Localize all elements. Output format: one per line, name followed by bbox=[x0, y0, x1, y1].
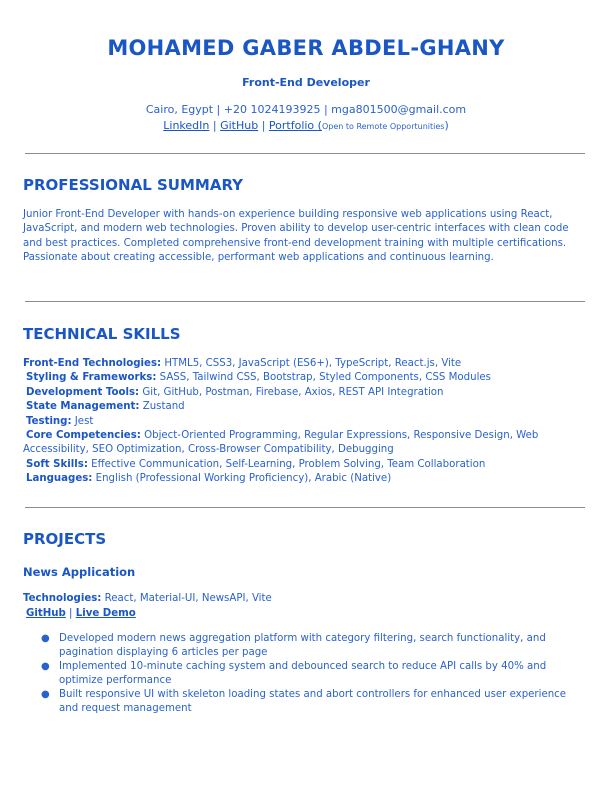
bullet-text: Built responsive UI with skeleton loading states and abort controllers for enhanced user experience and request management bbox=[59, 689, 567, 714]
skill-label: Development Tools: bbox=[26, 386, 140, 398]
summary-text: Junior Front-End Developer with hands-on experience building responsive web applications using React, JavaScript, and modern web technologies. Proven ability to develop user-centric interfaces with clean code and best practices. Completed comprehensive front-end development training with multiple certifications. Passionate about creating accessible, performant web applications and continuous learning. bbox=[23, 209, 569, 264]
skill-row bbox=[23, 415, 593, 429]
skills-list bbox=[23, 357, 593, 487]
contact-block bbox=[0, 102, 612, 135]
skill-row bbox=[23, 400, 593, 414]
project-links bbox=[26, 607, 136, 621]
project-bullets bbox=[23, 632, 588, 716]
skill-value: Zustand bbox=[139, 401, 185, 413]
skill-value: SASS, Tailwind CSS, Bootstrap, Styled Components, CSS Modules bbox=[156, 372, 491, 384]
skill-row bbox=[23, 386, 593, 400]
skill-row bbox=[23, 458, 593, 472]
bullet-icon: ● bbox=[41, 633, 50, 644]
skill-row bbox=[23, 357, 593, 371]
section-divider bbox=[25, 301, 585, 302]
contact-line: Cairo, Egypt | +20 1024193925 | mga801500@gmail.com bbox=[145, 103, 467, 116]
project-github-link[interactable]: GitHub bbox=[26, 608, 66, 619]
bullet-icon: ● bbox=[41, 661, 50, 672]
portfolio-open-paren: ( bbox=[317, 119, 322, 132]
skill-value: HTML5, CSS3, JavaScript (ES6+), TypeScript, React.js, Vite bbox=[161, 358, 462, 369]
bullet-text: Developed modern news aggregation platform with category filtering, search functionality, and pagination displaying 6 articles per page bbox=[59, 633, 546, 658]
section-divider bbox=[25, 153, 585, 154]
list-item bbox=[23, 660, 588, 688]
skill-row bbox=[23, 429, 593, 458]
project-tech-value: React, Material-UI, NewsAPI, Vite bbox=[101, 593, 272, 604]
skill-value: Object-Oriented Programming, Regular Expressions, Responsive Design, Web Accessibility, SEO Optimization, Cross-Browser Compatibility, Debugging bbox=[23, 430, 539, 456]
project-technologies bbox=[23, 592, 272, 606]
skill-label: Testing: bbox=[26, 415, 72, 427]
link-separator: | bbox=[258, 119, 269, 132]
remote-note: Open to Remote Opportunities bbox=[321, 122, 445, 131]
skills-heading: TECHNICAL SKILLS bbox=[23, 325, 181, 343]
skill-value: Jest bbox=[71, 415, 94, 427]
project-demo-link[interactable]: Live Demo bbox=[75, 608, 136, 619]
list-item bbox=[23, 688, 588, 716]
skill-row bbox=[23, 472, 593, 486]
project-tech-label: Technologies: bbox=[23, 593, 102, 604]
skill-row bbox=[23, 371, 593, 385]
skill-label: Soft Skills: bbox=[26, 458, 88, 470]
section-divider bbox=[25, 507, 585, 508]
link-separator: | bbox=[65, 608, 76, 619]
summary-heading: PROFESSIONAL SUMMARY bbox=[23, 176, 244, 194]
portfolio-link-label: Portfolio bbox=[268, 119, 318, 132]
portfolio-link[interactable] bbox=[269, 119, 322, 132]
skill-label: Front-End Technologies: bbox=[23, 358, 162, 369]
remote-note-close: ) bbox=[444, 119, 449, 132]
project-title: News Application bbox=[23, 565, 136, 579]
bullet-text: Implemented 10-minute caching system and debounced search to reduce API calls by 40% and optimize performance bbox=[59, 661, 547, 686]
skill-label: State Management: bbox=[26, 401, 140, 413]
skill-value: Effective Communication, Self-Learning, Problem Solving, Team Collaboration bbox=[87, 458, 486, 470]
link-separator: | bbox=[209, 119, 221, 132]
skill-label: Languages: bbox=[26, 473, 93, 485]
skill-value: Git, GitHub, Postman, Firebase, Axios, REST API Integration bbox=[139, 386, 444, 398]
bullet-icon: ● bbox=[41, 689, 50, 700]
skill-value: English (Professional Working Proficiency), Arabic (Native) bbox=[92, 473, 392, 485]
projects-heading: PROJECTS bbox=[23, 530, 107, 548]
skill-label: Core Competencies: bbox=[26, 430, 141, 442]
skill-label: Styling & Frameworks: bbox=[26, 372, 157, 384]
job-title: Front-End Developer bbox=[242, 76, 370, 89]
list-item bbox=[23, 632, 588, 660]
github-link[interactable]: GitHub bbox=[220, 119, 259, 132]
candidate-name: MOHAMED GABER ABDEL-GHANY bbox=[107, 36, 505, 60]
profile-links bbox=[0, 118, 612, 135]
linkedin-link[interactable]: LinkedIn bbox=[163, 119, 210, 132]
